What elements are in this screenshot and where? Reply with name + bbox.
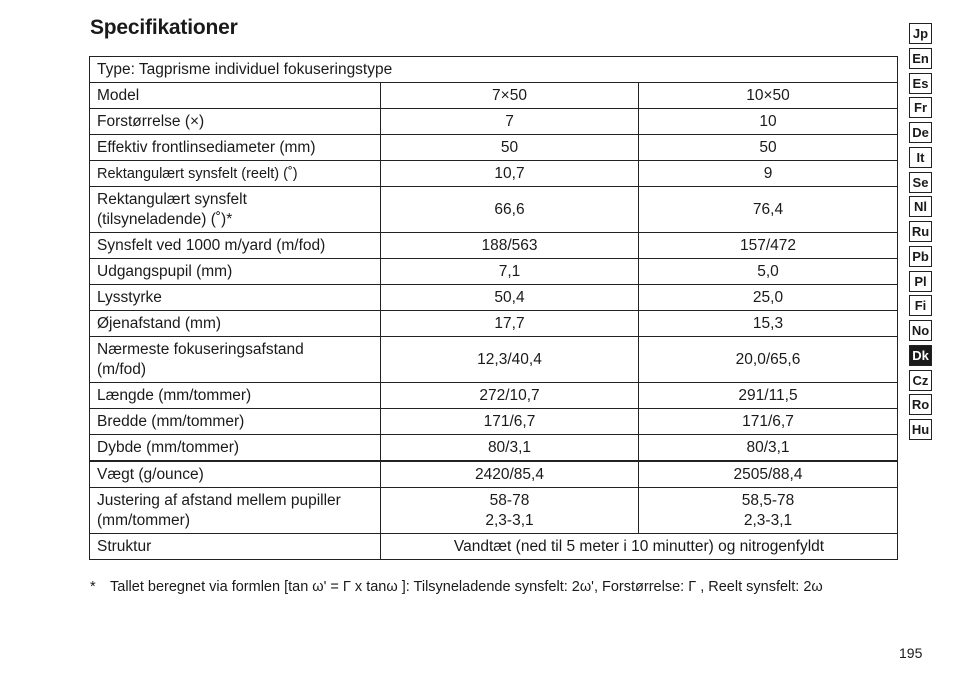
row-label: Model (90, 83, 381, 109)
value-10x50: 291/11,5 (639, 383, 898, 409)
footnote-marker: * (90, 579, 96, 595)
table-row (90, 409, 898, 435)
value-10x50 (639, 488, 898, 534)
value-10x50: 5,0 (639, 259, 898, 285)
language-tab-nl[interactable]: Nl (909, 196, 932, 217)
page-title: Specifikationer (90, 16, 238, 39)
value-7x50: 80/3,1 (381, 435, 639, 462)
value-10x50: 80/3,1 (639, 435, 898, 462)
row-label: Lysstyrke (90, 285, 381, 311)
row-label-line: (tilsyneladende) (˚)* (97, 210, 233, 228)
value-10x50: 9 (639, 161, 898, 187)
row-label-line: (m/fod) (97, 360, 147, 378)
value-10x50: 10×50 (639, 83, 898, 109)
value-line: 2,3-3,1 (485, 511, 534, 529)
value-10x50: 20,0/65,6 (639, 337, 898, 383)
language-tab-dk[interactable]: Dk (909, 345, 932, 366)
row-label (90, 488, 381, 534)
row-label-line: (mm/tommer) (97, 511, 190, 529)
row-label: Forstørrelse (×) (90, 109, 381, 135)
value-10x50: 15,3 (639, 311, 898, 337)
row-label: Udgangspupil (mm) (90, 259, 381, 285)
row-label: Øjenafstand (mm) (90, 311, 381, 337)
row-label: Effektiv frontlinsediameter (mm) (90, 135, 381, 161)
value-10x50: 171/6,7 (639, 409, 898, 435)
value-line: 2,3-3,1 (743, 511, 793, 529)
value-7x50 (381, 488, 639, 534)
language-tab-jp[interactable]: Jp (909, 23, 932, 44)
table-row (90, 488, 898, 534)
table-row (90, 109, 898, 135)
table-row (90, 233, 898, 259)
row-label (90, 187, 381, 233)
row-label: Længde (mm/tommer) (90, 383, 381, 409)
language-tab-it[interactable]: It (909, 147, 932, 168)
table-row (90, 461, 898, 488)
table-row (90, 135, 898, 161)
value-7x50: 272/10,7 (381, 383, 639, 409)
row-label: Dybde (mm/tommer) (90, 435, 381, 462)
language-tabs (909, 23, 932, 440)
language-tab-pb[interactable]: Pb (909, 246, 932, 267)
value-10x50: 10 (639, 109, 898, 135)
value-7x50: 12,3/40,4 (381, 337, 639, 383)
value-line: 58,5-78 (741, 491, 795, 509)
value-7x50: 188/563 (381, 233, 639, 259)
table-row (90, 337, 898, 383)
table-row (90, 285, 898, 311)
language-tab-no[interactable]: No (909, 320, 932, 341)
row-label: Synsfelt ved 1000 m/yard (m/fod) (90, 233, 381, 259)
value-7x50: 2420/85,4 (381, 461, 639, 488)
value-7x50: 7 (381, 109, 639, 135)
value-7x50: 10,7 (381, 161, 639, 187)
value-7x50: 7×50 (381, 83, 639, 109)
row-label: Struktur (90, 534, 381, 560)
language-tab-ro[interactable]: Ro (909, 394, 932, 415)
table-row (90, 161, 898, 187)
value-10x50: 2505/88,4 (639, 461, 898, 488)
row-label: Rektangulært synsfelt (reelt) (˚) (90, 161, 381, 187)
table-row (90, 435, 898, 462)
value-7x50: 66,6 (381, 187, 639, 233)
value-7x50: 7,1 (381, 259, 639, 285)
value-10x50: 76,4 (639, 187, 898, 233)
language-tab-ru[interactable]: Ru (909, 221, 932, 242)
language-tab-es[interactable]: Es (909, 73, 932, 94)
footnote-text: Tallet beregnet via formlen [tan ω' = Γ x tanω ]: Tilsyneladende synsfelt: 2ω', Forstørrelse: Γ , Reelt synsfelt: 2ω (110, 579, 823, 595)
footnote (90, 579, 823, 595)
value-7x50: 50,4 (381, 285, 639, 311)
row-label: Vægt (g/ounce) (90, 461, 381, 488)
language-tab-de[interactable]: De (909, 122, 932, 143)
table-row (90, 383, 898, 409)
specifications-table (89, 56, 898, 560)
table-row (90, 83, 898, 109)
value-line: 58-78 (489, 491, 530, 509)
table-row (90, 57, 898, 83)
language-tab-fr[interactable]: Fr (909, 97, 932, 118)
value-10x50: 25,0 (639, 285, 898, 311)
row-label-line: Rektangulært synsfelt (97, 190, 247, 208)
language-tab-cz[interactable]: Cz (909, 370, 932, 391)
value-7x50: 50 (381, 135, 639, 161)
language-tab-pl[interactable]: Pl (909, 271, 932, 292)
table-row (90, 311, 898, 337)
value-7x50: 171/6,7 (381, 409, 639, 435)
table-row (90, 259, 898, 285)
table-row (90, 187, 898, 233)
language-tab-se[interactable]: Se (909, 172, 932, 193)
value-10x50: 50 (639, 135, 898, 161)
row-label (90, 337, 381, 383)
table-row (90, 534, 898, 560)
language-tab-fi[interactable]: Fi (909, 295, 932, 316)
row-label-line: Nærmeste fokuseringsafstand (97, 340, 304, 358)
type-cell: Type: Tagprisme individuel fokuseringstype (90, 57, 898, 83)
row-label-line: Justering af afstand mellem pupiller (97, 491, 341, 509)
language-tab-hu[interactable]: Hu (909, 419, 932, 440)
row-label: Bredde (mm/tommer) (90, 409, 381, 435)
value-7x50: 17,7 (381, 311, 639, 337)
value-10x50: 157/472 (639, 233, 898, 259)
structure-value: Vandtæt (ned til 5 meter i 10 minutter) og nitrogenfyldt (381, 534, 898, 560)
language-tab-en[interactable]: En (909, 48, 932, 69)
page-number: 195 (899, 645, 923, 661)
